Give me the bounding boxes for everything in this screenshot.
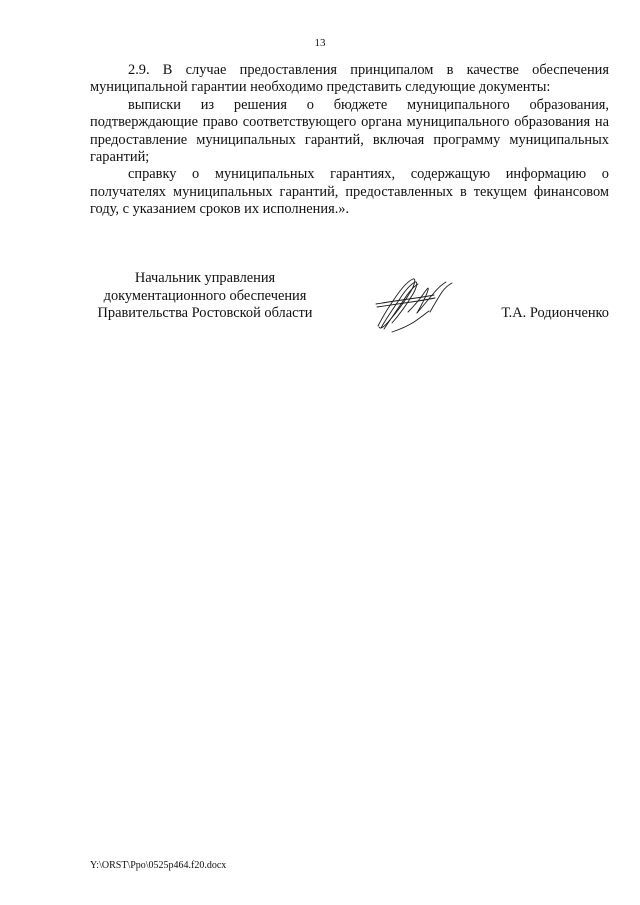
signer-position — [90, 270, 320, 323]
file-path: Y:\ORST\Ppo\0525p464.f20.docx — [90, 860, 227, 871]
document-body — [90, 62, 609, 219]
paragraph-guarantees-certificate: справку о муниципальных гарантиях, содержащую информацию о получателях муниципальных гарантий, предоставленных в текущем финансовом году, с указанием сроков их исполнения.». — [90, 166, 609, 218]
paragraph-2-9: 2.9. В случае предоставления принципалом в качестве обеспечения муниципальной гарантии необходимо представить следующие документы: — [90, 62, 609, 96]
signer-position-line-2: документационного обеспечения — [103, 287, 307, 304]
signature-block — [90, 270, 609, 330]
paragraph-budget-extracts: выписки из решения о бюджете муниципального образования, подтверждающие право соответствующего органа муниципального образования на предоставление муниципальных гарантий, включая программу муниципальных гарантий; — [90, 96, 609, 166]
page-number: 13 — [314, 37, 326, 49]
signer-position-line-1: Начальник управления — [134, 270, 276, 286]
signer-name: Т.А. Родионченко — [501, 305, 609, 322]
handwritten-signature — [368, 272, 458, 334]
signer-position-line-3: Правительства Ростовской области — [97, 305, 313, 322]
